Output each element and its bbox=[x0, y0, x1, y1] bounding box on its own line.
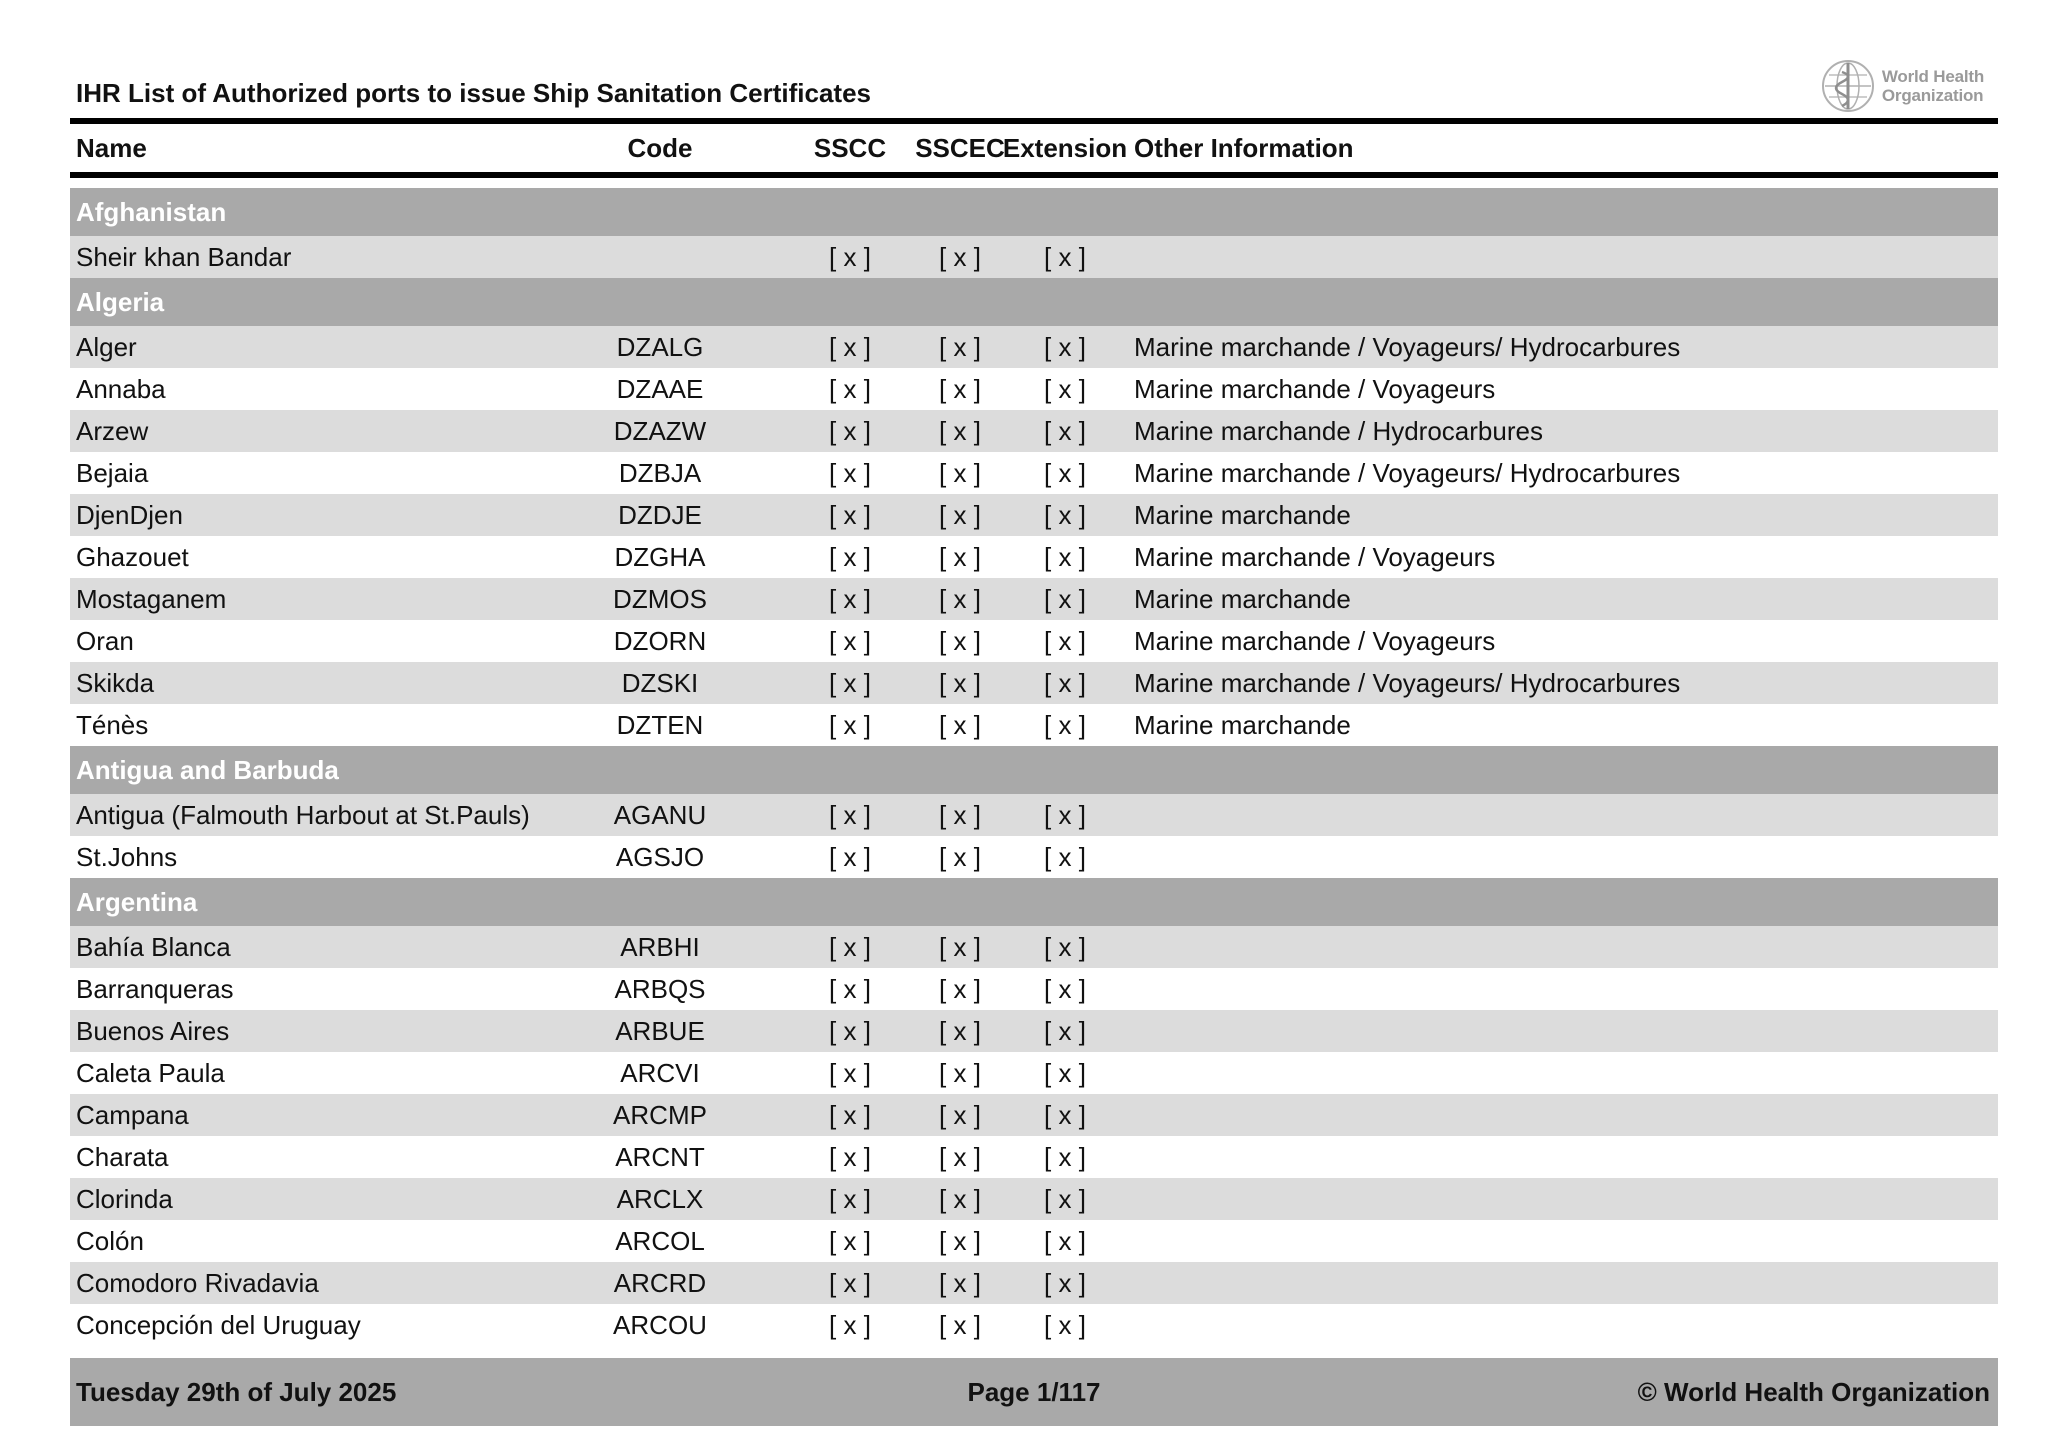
sscec-cell: [ x ] bbox=[939, 1268, 981, 1298]
sscc-cell: [ x ] bbox=[829, 668, 871, 698]
sscec-cell: [ x ] bbox=[939, 668, 981, 698]
sscc-cell: [ x ] bbox=[829, 1016, 871, 1046]
footer-date: Tuesday 29th of July 2025 bbox=[76, 1377, 397, 1407]
sscec-cell: [ x ] bbox=[939, 626, 981, 656]
footer-copyright: © World Health Organization bbox=[1637, 1377, 1990, 1407]
sscc-cell: [ x ] bbox=[829, 1058, 871, 1088]
port-code-cell: DZALG bbox=[616, 332, 704, 362]
country-header-row: Antigua and Barbuda bbox=[70, 746, 1998, 794]
sscc-cell: [ x ] bbox=[829, 710, 871, 740]
sscec-cell: [ x ] bbox=[939, 584, 981, 614]
table-row bbox=[70, 536, 1998, 578]
extension-cell: [ x ] bbox=[1044, 1184, 1086, 1214]
extension-cell: [ x ] bbox=[1044, 1226, 1086, 1256]
sscec-cell: [ x ] bbox=[939, 1226, 981, 1256]
port-name-cell: St.Johns bbox=[76, 842, 178, 872]
header-name: Name bbox=[76, 133, 147, 163]
sscec-cell: [ x ] bbox=[939, 800, 981, 830]
header-extension: Extension bbox=[1002, 133, 1128, 163]
page-title: IHR List of Authorized ports to issue Ship Sanitation Certificates bbox=[76, 78, 871, 108]
port-code-cell: DZAAE bbox=[616, 374, 704, 404]
sscc-cell: [ x ] bbox=[829, 542, 871, 572]
port-code-cell: DZDJE bbox=[618, 500, 702, 530]
port-code-cell: ARCOL bbox=[615, 1226, 705, 1256]
port-name-cell: Bejaia bbox=[76, 458, 149, 488]
table-row bbox=[70, 1052, 1998, 1094]
country-header-row: Argentina bbox=[70, 878, 1998, 926]
other-information-cell: Marine marchande bbox=[1134, 500, 1351, 530]
table-row bbox=[70, 1136, 1998, 1178]
table-row bbox=[70, 704, 1998, 746]
port-code-cell: ARCVI bbox=[620, 1058, 700, 1088]
extension-cell: [ x ] bbox=[1044, 500, 1086, 530]
port-name-cell: Mostaganem bbox=[76, 584, 227, 614]
extension-cell: [ x ] bbox=[1044, 542, 1086, 572]
port-name-cell: Comodoro Rivadavia bbox=[76, 1268, 319, 1298]
logo-text bbox=[1882, 67, 1984, 105]
country-header-row: Algeria bbox=[70, 278, 1998, 326]
extension-cell: [ x ] bbox=[1044, 800, 1086, 830]
sscc-cell: [ x ] bbox=[829, 416, 871, 446]
sscc-cell: [ x ] bbox=[829, 932, 871, 962]
extension-cell: [ x ] bbox=[1044, 932, 1086, 962]
header-bottom-rule bbox=[70, 172, 1998, 178]
table-row bbox=[70, 662, 1998, 704]
sscc-cell: [ x ] bbox=[829, 626, 871, 656]
extension-cell: [ x ] bbox=[1044, 1058, 1086, 1088]
header-other-information: Other Information bbox=[1134, 133, 1354, 163]
extension-cell: [ x ] bbox=[1044, 710, 1086, 740]
sscc-cell: [ x ] bbox=[829, 1226, 871, 1256]
port-name-cell: Arzew bbox=[76, 416, 149, 446]
table-row bbox=[70, 494, 1998, 536]
port-code-cell: ARCMP bbox=[613, 1100, 707, 1130]
port-name-cell: Concepción del Uruguay bbox=[76, 1310, 361, 1340]
sscc-cell: [ x ] bbox=[829, 374, 871, 404]
port-code-cell: DZORN bbox=[613, 626, 707, 656]
who-emblem-icon bbox=[1820, 58, 1876, 114]
logo-line2: Organization bbox=[1881, 86, 1984, 105]
table-row bbox=[70, 1094, 1998, 1136]
port-name-cell: Buenos Aires bbox=[76, 1016, 230, 1046]
sscc-cell: [ x ] bbox=[829, 332, 871, 362]
port-code-cell: ARBQS bbox=[614, 974, 706, 1004]
table-header bbox=[70, 124, 1998, 172]
header-code: Code bbox=[627, 133, 693, 163]
extension-cell: [ x ] bbox=[1044, 668, 1086, 698]
table-row bbox=[70, 578, 1998, 620]
sscec-cell: [ x ] bbox=[939, 374, 981, 404]
table-row bbox=[70, 410, 1998, 452]
port-code-cell: ARBHI bbox=[620, 932, 700, 962]
table-row bbox=[70, 368, 1998, 410]
table-row bbox=[70, 794, 1998, 836]
sscec-cell: [ x ] bbox=[939, 1016, 981, 1046]
table-row bbox=[70, 1220, 1998, 1262]
port-code-cell: AGANU bbox=[613, 800, 707, 830]
other-information-cell: Marine marchande / Voyageurs bbox=[1134, 374, 1496, 404]
country-header-row: Afghanistan bbox=[70, 188, 1998, 236]
port-code-cell: ARCLX bbox=[616, 1184, 704, 1214]
port-name-cell: Ténès bbox=[76, 710, 149, 740]
port-code-cell: DZTEN bbox=[616, 710, 704, 740]
page-footer bbox=[70, 1358, 1998, 1426]
sscec-cell: [ x ] bbox=[939, 710, 981, 740]
sscc-cell: [ x ] bbox=[829, 974, 871, 1004]
port-code-cell: ARBUE bbox=[615, 1016, 705, 1046]
logo-line1: World Health bbox=[1881, 67, 1984, 86]
port-name-cell: Bahía Blanca bbox=[76, 932, 231, 962]
port-code-cell: ARCRD bbox=[613, 1268, 707, 1298]
sscec-cell: [ x ] bbox=[939, 1184, 981, 1214]
sscc-cell: [ x ] bbox=[829, 1100, 871, 1130]
sscec-cell: [ x ] bbox=[939, 332, 981, 362]
port-name-cell: Colón bbox=[76, 1226, 144, 1256]
other-information-cell: Marine marchande bbox=[1134, 584, 1351, 614]
other-information-cell: Marine marchande / Voyageurs/ Hydrocarbures bbox=[1134, 332, 1681, 362]
table-row bbox=[70, 452, 1998, 494]
sscc-cell: [ x ] bbox=[829, 1184, 871, 1214]
sscc-cell: [ x ] bbox=[829, 800, 871, 830]
table-row bbox=[70, 1178, 1998, 1220]
table-row bbox=[70, 1010, 1998, 1052]
port-name-cell: Charata bbox=[76, 1142, 169, 1172]
extension-cell: [ x ] bbox=[1044, 1310, 1086, 1340]
sscec-cell: [ x ] bbox=[939, 500, 981, 530]
sscc-cell: [ x ] bbox=[829, 242, 871, 272]
port-code-cell: AGSJO bbox=[615, 842, 705, 872]
extension-cell: [ x ] bbox=[1044, 584, 1086, 614]
sscc-cell: [ x ] bbox=[829, 584, 871, 614]
extension-cell: [ x ] bbox=[1044, 1016, 1086, 1046]
table-row bbox=[70, 236, 1998, 278]
extension-cell: [ x ] bbox=[1044, 458, 1086, 488]
port-name-cell: Oran bbox=[76, 626, 134, 656]
port-name-cell: Skikda bbox=[76, 668, 155, 698]
extension-cell: [ x ] bbox=[1044, 974, 1086, 1004]
port-code-cell: ARCNT bbox=[615, 1142, 705, 1172]
port-name-cell: Ghazouet bbox=[76, 542, 189, 572]
table-row bbox=[70, 968, 1998, 1010]
sscec-cell: [ x ] bbox=[939, 242, 981, 272]
sscc-cell: [ x ] bbox=[829, 458, 871, 488]
sscec-cell: [ x ] bbox=[939, 542, 981, 572]
extension-cell: [ x ] bbox=[1044, 332, 1086, 362]
table-row bbox=[70, 620, 1998, 662]
sscec-cell: [ x ] bbox=[939, 1058, 981, 1088]
sscc-cell: [ x ] bbox=[829, 1268, 871, 1298]
port-name-cell: Caleta Paula bbox=[76, 1058, 225, 1088]
sscec-cell: [ x ] bbox=[939, 1310, 981, 1340]
extension-cell: [ x ] bbox=[1044, 842, 1086, 872]
sscc-cell: [ x ] bbox=[829, 500, 871, 530]
other-information-cell: Marine marchande bbox=[1134, 710, 1351, 740]
sscc-cell: [ x ] bbox=[829, 842, 871, 872]
port-code-cell: DZGHA bbox=[614, 542, 706, 572]
extension-cell: [ x ] bbox=[1044, 242, 1086, 272]
port-name-cell: Campana bbox=[76, 1100, 189, 1130]
extension-cell: [ x ] bbox=[1044, 416, 1086, 446]
sscec-cell: [ x ] bbox=[939, 1100, 981, 1130]
extension-cell: [ x ] bbox=[1044, 1100, 1086, 1130]
other-information-cell: Marine marchande / Hydrocarbures bbox=[1134, 416, 1543, 446]
header-sscec: SSCEC bbox=[915, 133, 1005, 163]
other-information-cell: Marine marchande / Voyageurs/ Hydrocarbures bbox=[1134, 668, 1681, 698]
other-information-cell: Marine marchande / Voyageurs/ Hydrocarbures bbox=[1134, 458, 1681, 488]
port-code-cell: DZMOS bbox=[613, 584, 707, 614]
who-logo bbox=[1820, 58, 1984, 114]
sscec-cell: [ x ] bbox=[939, 932, 981, 962]
table-row bbox=[70, 926, 1998, 968]
port-name-cell: Alger bbox=[76, 332, 137, 362]
port-name-cell: Sheir khan Bandar bbox=[76, 242, 292, 272]
footer-page-number: Page 1/117 bbox=[967, 1377, 1101, 1407]
extension-cell: [ x ] bbox=[1044, 374, 1086, 404]
sscec-cell: [ x ] bbox=[939, 842, 981, 872]
sscc-cell: [ x ] bbox=[829, 1142, 871, 1172]
sscec-cell: [ x ] bbox=[939, 458, 981, 488]
sscec-cell: [ x ] bbox=[939, 1142, 981, 1172]
ports-table-body bbox=[70, 188, 1998, 1346]
other-information-cell: Marine marchande / Voyageurs bbox=[1134, 542, 1496, 572]
extension-cell: [ x ] bbox=[1044, 1268, 1086, 1298]
port-name-cell: Barranqueras bbox=[76, 974, 234, 1004]
table-row bbox=[70, 836, 1998, 878]
port-code-cell: ARCOU bbox=[613, 1310, 707, 1340]
sscec-cell: [ x ] bbox=[939, 974, 981, 1004]
port-name-cell: Clorinda bbox=[76, 1184, 173, 1214]
header-sscc: SSCC bbox=[813, 133, 887, 163]
table-row bbox=[70, 326, 1998, 368]
other-information-cell: Marine marchande / Voyageurs bbox=[1134, 626, 1496, 656]
port-name-cell: DjenDjen bbox=[76, 500, 183, 530]
extension-cell: [ x ] bbox=[1044, 1142, 1086, 1172]
port-name-cell: Antigua (Falmouth Harbout at St.Pauls) bbox=[76, 800, 530, 830]
table-row bbox=[70, 1262, 1998, 1304]
sscc-cell: [ x ] bbox=[829, 1310, 871, 1340]
port-code-cell: DZAZW bbox=[613, 416, 707, 446]
sscec-cell: [ x ] bbox=[939, 416, 981, 446]
port-code-cell: DZSKI bbox=[621, 668, 699, 698]
table-row bbox=[70, 1304, 1998, 1346]
port-name-cell: Annaba bbox=[76, 374, 166, 404]
extension-cell: [ x ] bbox=[1044, 626, 1086, 656]
port-code-cell: DZBJA bbox=[618, 458, 702, 488]
